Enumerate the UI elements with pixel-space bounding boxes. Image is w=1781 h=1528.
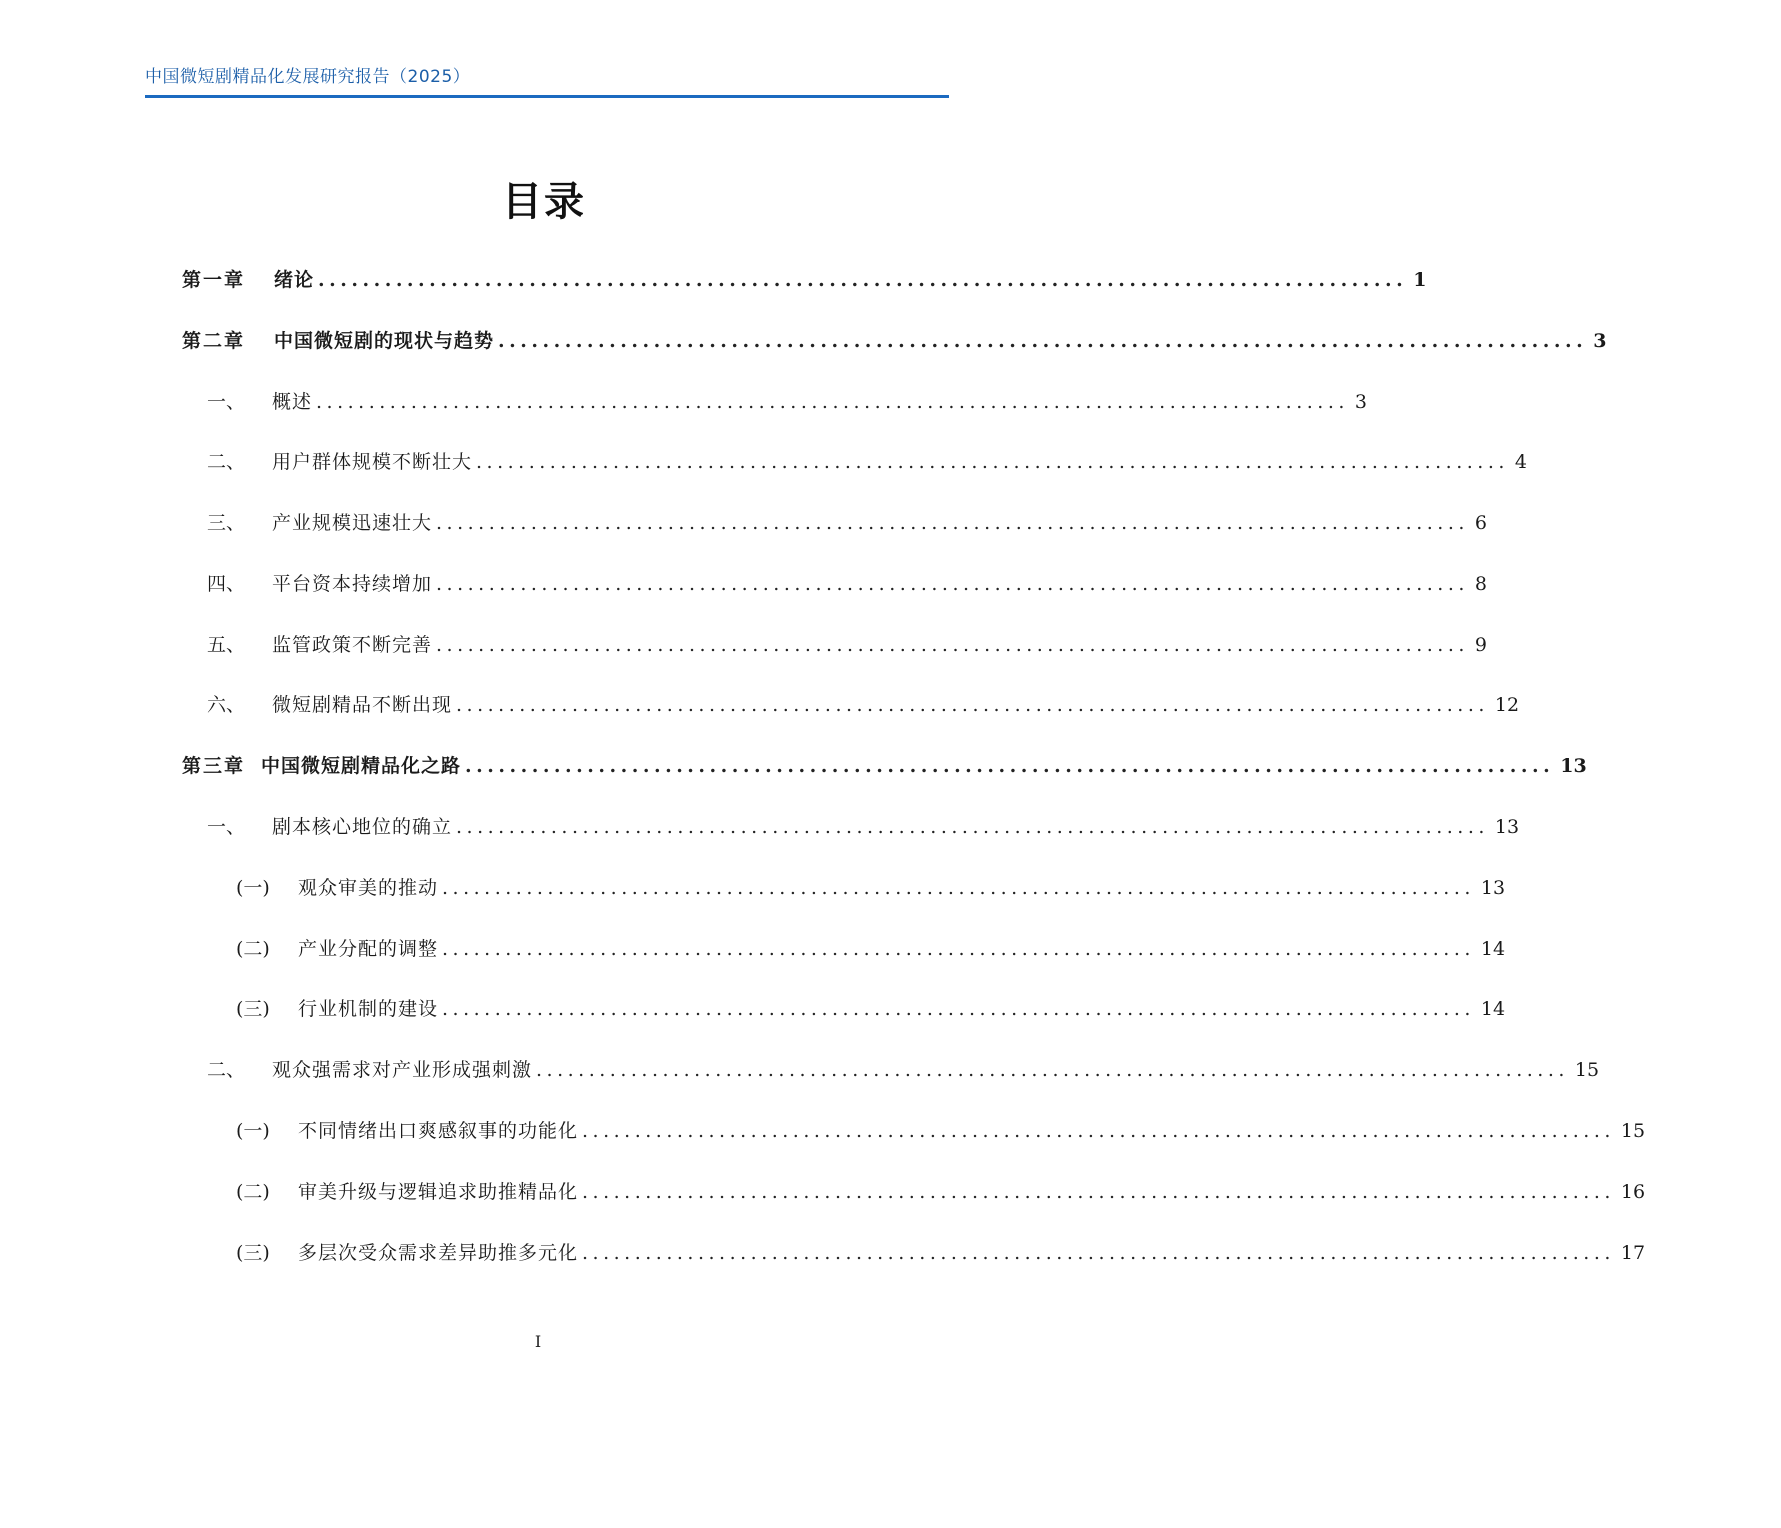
toc-entry-number: 二、 [207, 451, 246, 473]
toc-entry-number: 六、 [207, 694, 246, 716]
toc-entry-subsection[interactable] [0, 994, 1506, 1028]
toc-entry-number: (一) [236, 1120, 270, 1142]
toc-leader-dots: .................................................................................................. [582, 1120, 1615, 1142]
toc-entry-title: 剧本核心地位的确立 [272, 816, 453, 838]
toc-entry-title: 监管政策不断完善 [272, 634, 433, 656]
toc-entry-page: 6 [1474, 512, 1487, 534]
toc-leader-dots: .................................................................................................. [498, 330, 1588, 352]
toc-entry-title: 产业分配的调整 [298, 938, 439, 960]
toc-entry-title: 中国微短剧精品化之路 [261, 755, 462, 777]
toc-entry-number: 二、 [207, 1059, 246, 1081]
toc-leader-dots: .................................................................................................. [456, 816, 1489, 838]
toc-leader-dots: .................................................................................................. [316, 391, 1349, 413]
toc-entry-number: 第二章 [182, 330, 246, 352]
toc-entry-section[interactable] [0, 812, 1520, 846]
toc-entry-title: 用户群体规模不断壮大 [272, 451, 473, 473]
toc-leader-dots: .................................................................................................. [442, 877, 1475, 899]
toc-entry-page: 9 [1474, 634, 1487, 656]
toc-entry-chapter-2[interactable] [0, 326, 1607, 360]
toc-leader-dots: .................................................................................................. [442, 938, 1475, 960]
toc-entry-number: 四、 [207, 573, 246, 595]
toc-entry-title: 行业机制的建设 [298, 998, 439, 1020]
toc-entry-number: 五、 [207, 634, 246, 656]
toc-entry-title: 概述 [272, 391, 313, 413]
toc-entry-page: 13 [1560, 755, 1587, 777]
toc-entry-page: 8 [1474, 573, 1487, 595]
toc-leader-dots: .................................................................................................. [465, 755, 1555, 777]
toc-entry-chapter-1[interactable] [0, 265, 1427, 299]
toc-entry-page: 13 [1494, 816, 1520, 838]
toc-entry-title: 审美升级与逻辑追求助推精品化 [298, 1181, 579, 1203]
toc-entry-title: 产业规模迅速壮大 [272, 512, 433, 534]
toc-entry-title: 中国微短剧的现状与趋势 [274, 330, 495, 352]
toc-entry-title: 微短剧精品不断出现 [272, 694, 453, 716]
toc-entry-number: 第一章 [182, 269, 246, 291]
toc-entry-subsection[interactable] [0, 934, 1506, 968]
toc-entry-page: 15 [1574, 1059, 1600, 1081]
toc-entry-number: (二) [236, 938, 270, 960]
toc-entry-page: 3 [1354, 391, 1367, 413]
toc-title: 目录 [502, 179, 586, 225]
toc-leader-dots: .................................................................................................. [476, 451, 1509, 473]
toc-leader-dots: .................................................................................................. [582, 1181, 1615, 1203]
toc-entry-section[interactable] [0, 1055, 1600, 1089]
toc-leader-dots: .................................................................................................. [436, 634, 1469, 656]
toc-leader-dots: .................................................................................................. [318, 269, 1408, 291]
toc-entry-title: 观众强需求对产业形成强刺激 [272, 1059, 533, 1081]
toc-leader-dots: .................................................................................................. [436, 512, 1469, 534]
toc-entry-number: (三) [236, 998, 270, 1020]
toc-entry-subsection[interactable] [0, 873, 1506, 907]
toc-entry-page: 13 [1480, 877, 1506, 899]
toc-entry-page: 15 [1620, 1120, 1646, 1142]
toc-entry-page: 12 [1494, 694, 1520, 716]
toc-leader-dots: .................................................................................................. [456, 694, 1489, 716]
toc-entry-number: (一) [236, 877, 270, 899]
toc-entry-subsection[interactable] [0, 1116, 1646, 1150]
toc-entry-number: (三) [236, 1242, 270, 1264]
toc-entry-number: (二) [236, 1181, 270, 1203]
toc-entry-subsection[interactable] [0, 1238, 1646, 1272]
toc-leader-dots: .................................................................................................. [442, 998, 1475, 1020]
toc-entry-page: 17 [1620, 1242, 1646, 1264]
toc-entry-number: 一、 [207, 816, 246, 838]
toc-leader-dots: .................................................................................................. [436, 573, 1469, 595]
toc-entry-title: 不同情绪出口爽感叙事的功能化 [298, 1120, 579, 1142]
toc-entry-page: 3 [1593, 330, 1607, 352]
toc-entry-section[interactable] [0, 387, 1367, 421]
toc-entry-page: 1 [1413, 269, 1427, 291]
page-number: I [534, 1332, 542, 1351]
toc-entry-title: 观众审美的推动 [298, 877, 439, 899]
toc-entry-number: 三、 [207, 512, 246, 534]
toc-entry-title: 绪论 [274, 269, 315, 291]
toc-entry-section[interactable] [0, 447, 1527, 481]
toc-entry-page: 14 [1480, 938, 1506, 960]
toc-entry-number: 第三章 [182, 755, 246, 777]
toc-entry-section[interactable] [0, 569, 1487, 603]
toc-entry-section[interactable] [0, 630, 1487, 664]
toc-entry-section[interactable] [0, 690, 1520, 724]
toc-entry-number: 一、 [207, 391, 246, 413]
running-header: 中国微短剧精品化发展研究报告（2025） [145, 67, 471, 87]
toc-entry-title: 多层次受众需求差异助推多元化 [298, 1242, 579, 1264]
toc-entry-page: 14 [1480, 998, 1506, 1020]
toc-entry-title: 平台资本持续增加 [272, 573, 433, 595]
toc-entry-page: 16 [1620, 1181, 1646, 1203]
toc-leader-dots: .................................................................................................. [536, 1059, 1569, 1081]
toc-leader-dots: .................................................................................................. [582, 1242, 1615, 1264]
toc-entry-section[interactable] [0, 508, 1487, 542]
toc-entry-page: 4 [1514, 451, 1527, 473]
toc-entry-subsection[interactable] [0, 1177, 1646, 1211]
toc-entry-chapter-3[interactable] [0, 751, 1587, 785]
